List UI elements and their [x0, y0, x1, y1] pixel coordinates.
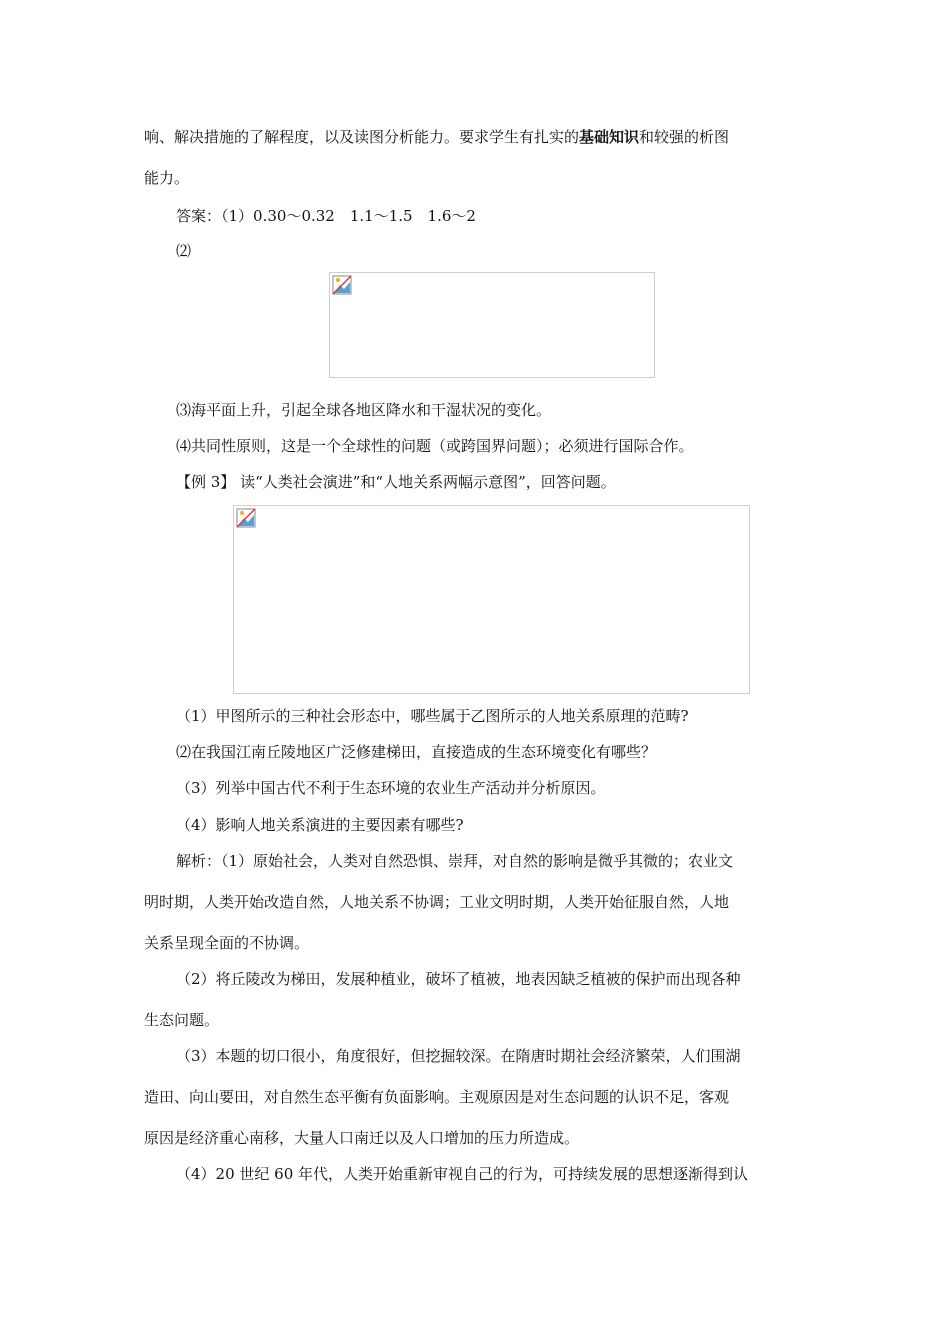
answer-line: 答案：（1）0.30～0.32 1.1～1.5 1.6～2	[176, 207, 476, 225]
answer-line: ⑷共同性原则，这是一个全球性的问题（或跨国界问题）；必须进行国际合作。	[176, 437, 694, 455]
bold-text: 基础知识	[579, 128, 640, 146]
figure-placeholder	[329, 272, 655, 378]
broken-image-icon	[236, 508, 256, 528]
analysis-line: （4）20 世纪 60 年代，人类开始重新审视自己的行为，可持续发展的思想逐渐得到认	[176, 1165, 749, 1183]
analysis-line: 解析：（1）原始社会，人类对自然恐惧、崇拜，对自然的影响是微乎其微的；农业文	[176, 852, 734, 870]
text: 和较强的析图	[639, 128, 730, 146]
figure-placeholder	[233, 505, 750, 694]
analysis-line: 原因是经济重心南移，大量人口南迁以及人口增加的压力所造成。	[144, 1129, 580, 1147]
analysis-line: 造田、向山要田，对自然生态平衡有负面影响。主观原因是对生态问题的认识不足，客观	[144, 1088, 730, 1106]
text: 响、解决措施的了解程度，以及读图分析能力。要求学生有扎实的	[144, 128, 580, 146]
answer-line: ⑶海平面上升，引起全球各地区降水和干湿状况的变化。	[176, 401, 552, 419]
analysis-line: 明时期，人类开始改造自然，人地关系不协调；工业文明时期，人类开始征服自然，人地	[144, 893, 730, 911]
question-line: ⑵在我国江南丘陵地区广泛修建梯田，直接造成的生态环境变化有哪些？	[176, 743, 657, 761]
answer-line: ⑵	[176, 242, 192, 260]
analysis-line: （3）本题的切口很小，角度很好，但挖掘较深。在隋唐时期社会经济繁荣，人们围湖	[176, 1047, 741, 1065]
question-line: （3）列举中国古代不利于生态环境的农业生产活动并分析原因。	[176, 779, 606, 797]
analysis-line: （2）将丘陵改为梯田，发展种植业，破坏了植被，地表因缺乏植被的保护而出现各种	[176, 970, 741, 988]
question-line: （1）甲图所示的三种社会形态中，哪些属于乙图所示的人地关系原理的范畴?	[176, 707, 689, 725]
paragraph-line	[144, 127, 729, 147]
analysis-line: 关系呈现全面的不协调。	[144, 934, 310, 952]
analysis-line: 生态问题。	[144, 1011, 220, 1029]
question-line: （4）影响人地关系演进的主要因素有哪些?	[176, 816, 464, 834]
example-heading: 【例 3】 读“人类社会演进”和“人地关系两幅示意图”，回答问题。	[176, 473, 616, 491]
paragraph-line: 能力。	[144, 169, 190, 187]
broken-image-icon	[332, 275, 352, 295]
